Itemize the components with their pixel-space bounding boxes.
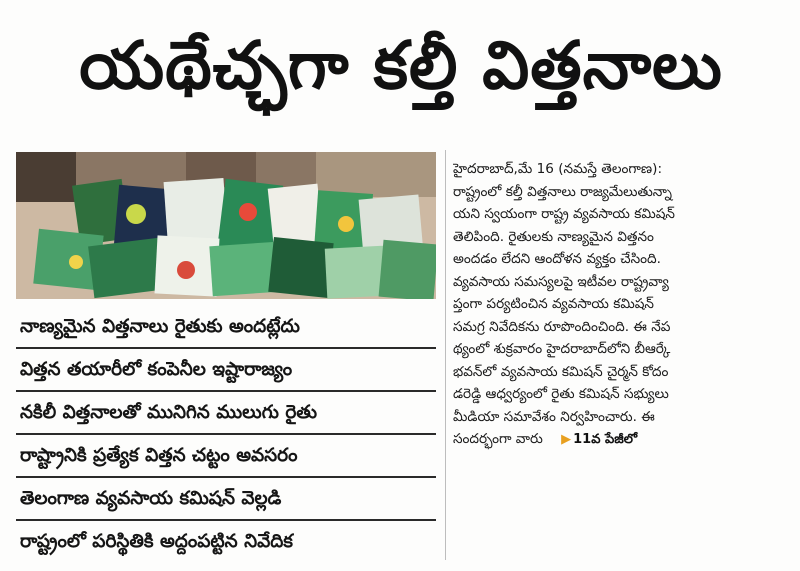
seed-packets-image xyxy=(16,152,436,299)
article-last-text: సందర్భంగా వారు xyxy=(453,431,543,447)
article-line: భవన్‌లో వ్యవసాయ కమిషన్‌ చైర్మన్‌ కోదం xyxy=(453,363,669,380)
seed-packets-photo xyxy=(16,152,436,299)
article-line: రాష్ట్రంలో కల్తీ విత్తనాలు రాజ్యమేలుతున్నా xyxy=(453,183,672,200)
continuation-link[interactable] xyxy=(561,429,637,451)
article-line: మీడియా సమావేశం నిర్వహించారు. ఈ xyxy=(453,408,655,425)
article-line: అందడం లేదని ఆందోళన వ్యక్తం చేసింది. xyxy=(453,251,661,267)
article-last-line xyxy=(453,428,791,451)
article-line: సమగ్ర నివేదికను రూపొందించింది. ఈ నేప xyxy=(453,318,671,335)
bullet-item: రాష్ట్రానికి ప్రత్యేక విత్తన చట్టం అవసరం xyxy=(16,433,436,476)
continuation-text: 11వ పేజీలో xyxy=(573,432,638,447)
bullet-item: రాష్ట్రంలో పరిస్థితికి అద్దంపట్టిన నివేదిక xyxy=(16,519,436,562)
dateline: హైదరాబాద్‌,మే 16 (నమస్తే తెలంగాణ): xyxy=(453,161,663,177)
headline: యథేచ్ఛగా కల్తీ విత్తనాలు xyxy=(79,26,723,104)
article-line: డరెడ్డి ఆధ్వర్యంలో రైతు కమిషన్‌ సభ్యులు xyxy=(453,386,669,402)
arrow-icon: ▶ xyxy=(561,432,572,447)
article-line: థ్యంలో శుక్రవారం హైదరాబాద్‌లోని బీఆర్కే xyxy=(453,341,671,357)
article-body xyxy=(453,158,791,451)
bullet-item: నకిలీ విత్తనాలతో మునిగిన ములుగు రైతు xyxy=(16,390,436,433)
article-line: వ్యవసాయ సమస్యలపై ఇటీవల రాష్ట్రవ్యా xyxy=(453,273,669,290)
article-line: యని స్వయంగా రాష్ట్ర వ్యవసాయ కమిషన్‌ xyxy=(453,206,675,222)
column-divider xyxy=(445,150,446,560)
article-line: ప్తంగా పర్యటించిన వ్యవసాయ కమిషన్‌ xyxy=(453,296,654,312)
article-line: తెలిపింది. రైతులకు నాణ్యమైన విత్తనం xyxy=(453,228,654,245)
bullet-item: విత్తన తయారీలో కంపెనీల ఇష్టారాజ్యం xyxy=(16,347,436,390)
bullet-list xyxy=(16,306,436,562)
bullet-item: తెలంగాణ వ్యవసాయ కమిషన్‌ వెల్లడి xyxy=(16,476,436,519)
bullet-item: నాణ్యమైన విత్తనాలు రైతుకు అందట్లేదు xyxy=(20,316,300,337)
